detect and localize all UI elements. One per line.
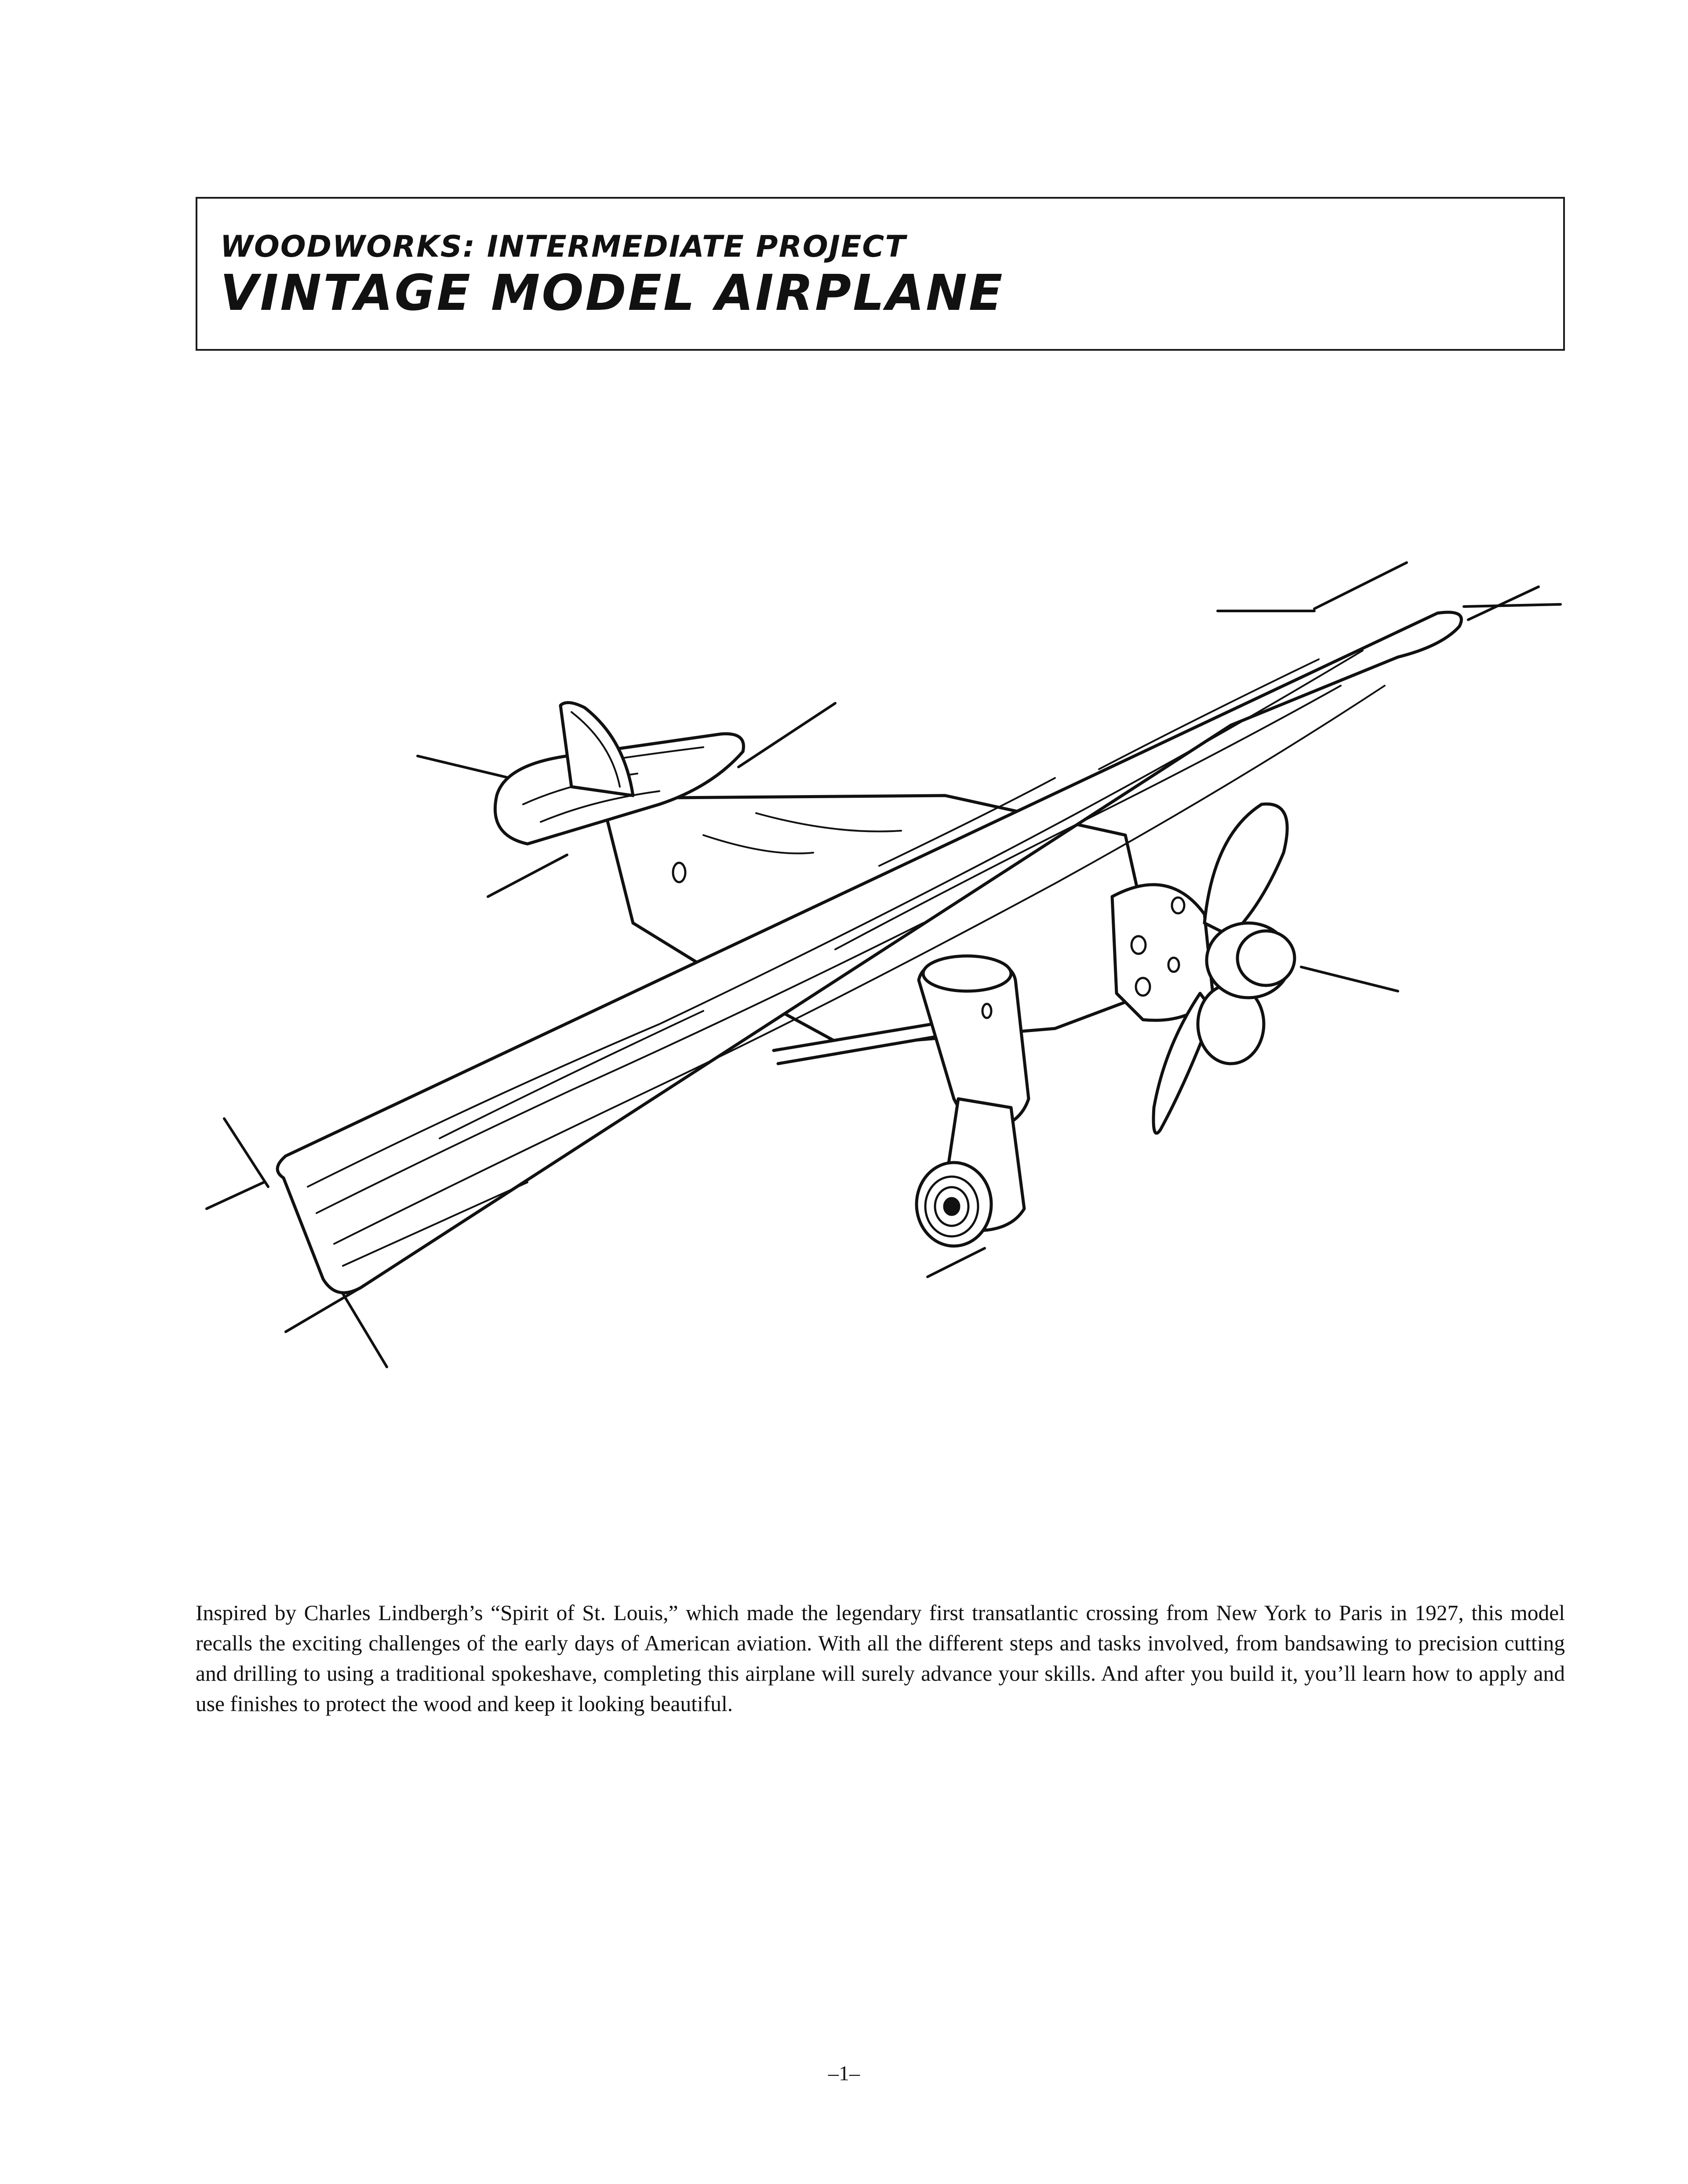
page-number: –1–	[828, 2062, 860, 2085]
project-subtitle: WOODWORKS: INTERMEDIATE PROJECT	[220, 229, 906, 264]
project-title: VINTAGE MODEL AIRPLANE	[220, 265, 1004, 322]
intro-paragraph: Inspired by Charles Lindbergh’s “Spirit of St. Louis,” which made the legendary first transatlantic crossing from New York to Paris in 1927, this model recalls the exciting challenges of the early days of American aviation. With all the different steps and tasks involved, from bandsawing to precision cutting and drilling to using a traditional spokeshave, completing this airplane will surely advance your skills. And after you build it, you’ll learn how to apply and use finishes to protect the wood and keep it looking beautiful.	[196, 1601, 1565, 1716]
airplane-illustration	[0, 505, 1688, 1406]
title-box	[196, 197, 1565, 351]
propeller-upper-blade	[1204, 804, 1287, 936]
